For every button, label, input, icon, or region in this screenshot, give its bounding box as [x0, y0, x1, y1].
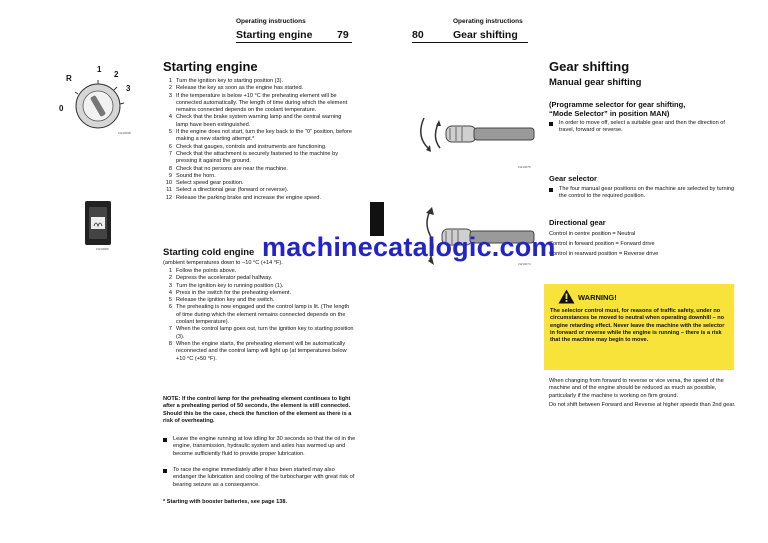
list-item: 11 Select a directional gear (forward or reverse).: [166, 187, 289, 194]
bullet-item: The four manual gear positions on the machine are selected by turning the control to the required position.: [549, 186, 739, 201]
left-page-number: 79: [337, 29, 349, 41]
gear-selector-heading: Gear selector: [549, 174, 597, 183]
gear-shifting-title: Gear shifting: [549, 59, 630, 74]
image-code: LW10074: [518, 262, 531, 266]
list-item: 2 Depress the accelerator pedal halfway.: [168, 275, 273, 282]
preheat-switch-illustration: [84, 200, 114, 252]
list-item: 8 Check that no persons are near the machine.: [168, 165, 288, 172]
switch-label-3: 3: [126, 84, 131, 93]
warning-triangle-icon: [558, 289, 575, 304]
note-text: NOTE: If the control lamp for the preheating element continues to light after a preheating period of 50 seconds, the element is still connected. Should this be the case, check the function of the element as there is a risk of overheating.: [163, 396, 352, 424]
right-header-rule: [412, 42, 528, 43]
list-item: 12 Release the parking brake and increase the engine speed.: [165, 194, 321, 201]
right-header-title: Gear shifting: [453, 29, 518, 41]
list-item: 5 Release the ignition key and the switch.: [168, 297, 275, 304]
list-item: 4 Press in the switch for the preheating element.: [168, 289, 292, 296]
ignition-switch-illustration: [56, 62, 136, 138]
image-code: LW10086: [96, 247, 109, 251]
list-item: 8 When the engine starts, the preheating element will be automatically reconnected and the control lamp will light up (at temperatures below +10 °C (+50 °F).: [168, 340, 347, 362]
list-item: 10 Select speed gear position.: [165, 180, 244, 187]
bullet-icon: [163, 438, 167, 442]
right-page-number: 80: [412, 29, 424, 41]
warning-box: [544, 284, 734, 370]
paragraph: Do not shift between Forward and Reverse at higher speeds than 2nd gear.: [549, 402, 736, 408]
bullet-icon: [163, 469, 167, 473]
switch-label-r: R: [66, 74, 72, 83]
list-item: 2 Release the key as soon as the engine has started.: [168, 85, 304, 92]
list-item: 6 The preheating is now engaged and the control lamp is lit. (The length of time during which the element remains connected depends on the coolant temperature).: [168, 304, 350, 326]
list-item: 9 Sound the horn.: [168, 172, 216, 179]
programme-selector-heading: (Programme selector for gear shifting, “Mode Selector” in position MAN): [549, 100, 686, 118]
list-item: 3 If the temperature is below +10 °C the preheating element will be connected automatically. The length of time during which the element remains connected depends on the coolant temperature.: [168, 92, 348, 114]
directional-gear-heading: Directional gear: [549, 218, 606, 227]
list-item: 5 If the engine does not start, turn the key back to the "0" position, before making a new starting attempt.*: [168, 129, 352, 143]
right-header-label: Operating instructions: [453, 18, 523, 25]
bullet-icon: [549, 188, 553, 192]
left-header-label: Operating instructions: [236, 18, 306, 25]
cold-engine-subtitle: (ambient temperatures down to −10 °C (+14 °F).: [163, 260, 283, 266]
list-item: 3 Turn the ignition key to running position (1).: [168, 282, 284, 289]
manual-gear-shifting-subtitle: Manual gear shifting: [549, 77, 642, 88]
list-item: 1 Turn the ignition key to starting position (3).: [168, 78, 284, 84]
switch-label-1: 1: [97, 65, 102, 74]
cold-steps-list: [163, 268, 355, 363]
page-tab-marker: [370, 202, 384, 236]
directional-line: Control in centre position = Neutral: [549, 231, 636, 237]
gear-selector-illustration: [416, 108, 538, 170]
list-item: 1 Follow the points above.: [168, 268, 237, 274]
cold-engine-title: Starting cold engine: [163, 247, 255, 258]
starting-steps-list: [163, 78, 355, 202]
bullet-item: Leave the engine running at low idling for 30 seconds so that the oil in the engine, transmission, hydraulic system and axles has warmed up and become sufficiently fluid to provide proper lubrication.: [163, 436, 359, 458]
warning-title: WARNING!: [578, 293, 617, 302]
switch-label-0: 0: [59, 104, 64, 113]
footnote: * Starting with booster batteries, see page 138.: [163, 499, 288, 505]
watermark-text: machinecatalogic.com: [262, 232, 556, 262]
switch-label-2: 2: [114, 70, 119, 79]
starting-engine-title: Starting engine: [163, 59, 258, 74]
image-code: LW10038: [118, 131, 131, 135]
left-header-title: Starting engine: [236, 29, 313, 41]
directional-line: Control in forward position = Forward drive: [549, 241, 655, 247]
bullet-item: To race the engine immediately after it has been started may also endanger the lubrication and cooling of the turbocharger with great risk of bearing seizure as a consequence.: [163, 467, 359, 489]
left-header-rule: [236, 42, 352, 43]
bullet-icon: [549, 122, 553, 126]
image-code: LW10075: [518, 165, 531, 169]
paragraph: When changing from forward to reverse or vice versa, the speed of the machine and of the engine should be reduced as much as possible, particularly if the machine is working on firm ground.: [549, 378, 724, 399]
list-item: 7 Check that the attachment is securely fastened to the machine by pressing it against the ground.: [168, 150, 338, 165]
list-item: 7 When the control lamp goes out, turn the ignition key to starting position (3).: [168, 326, 354, 340]
list-item: 4 Check that the brake system warning lamp and the central warning lamp have been extinguished.: [168, 114, 342, 128]
warning-text: The selector control must, for reasons of traffic safety, under no circumstances be moved to neutral when operating downhill – no engine retarding effect. Never leave the machine with the selector in forward or reverse while the engine is running – there is a risk that the machine may begin to move.: [550, 308, 725, 344]
list-item: 6 Check that gauges, controls and instruments are functioning.: [168, 143, 327, 150]
directional-line: Control in rearward position = Reverse drive: [549, 251, 659, 257]
bullet-item: In order to move off, select a suitable gear and then the direction of travel, forward or reverse.: [549, 120, 739, 135]
